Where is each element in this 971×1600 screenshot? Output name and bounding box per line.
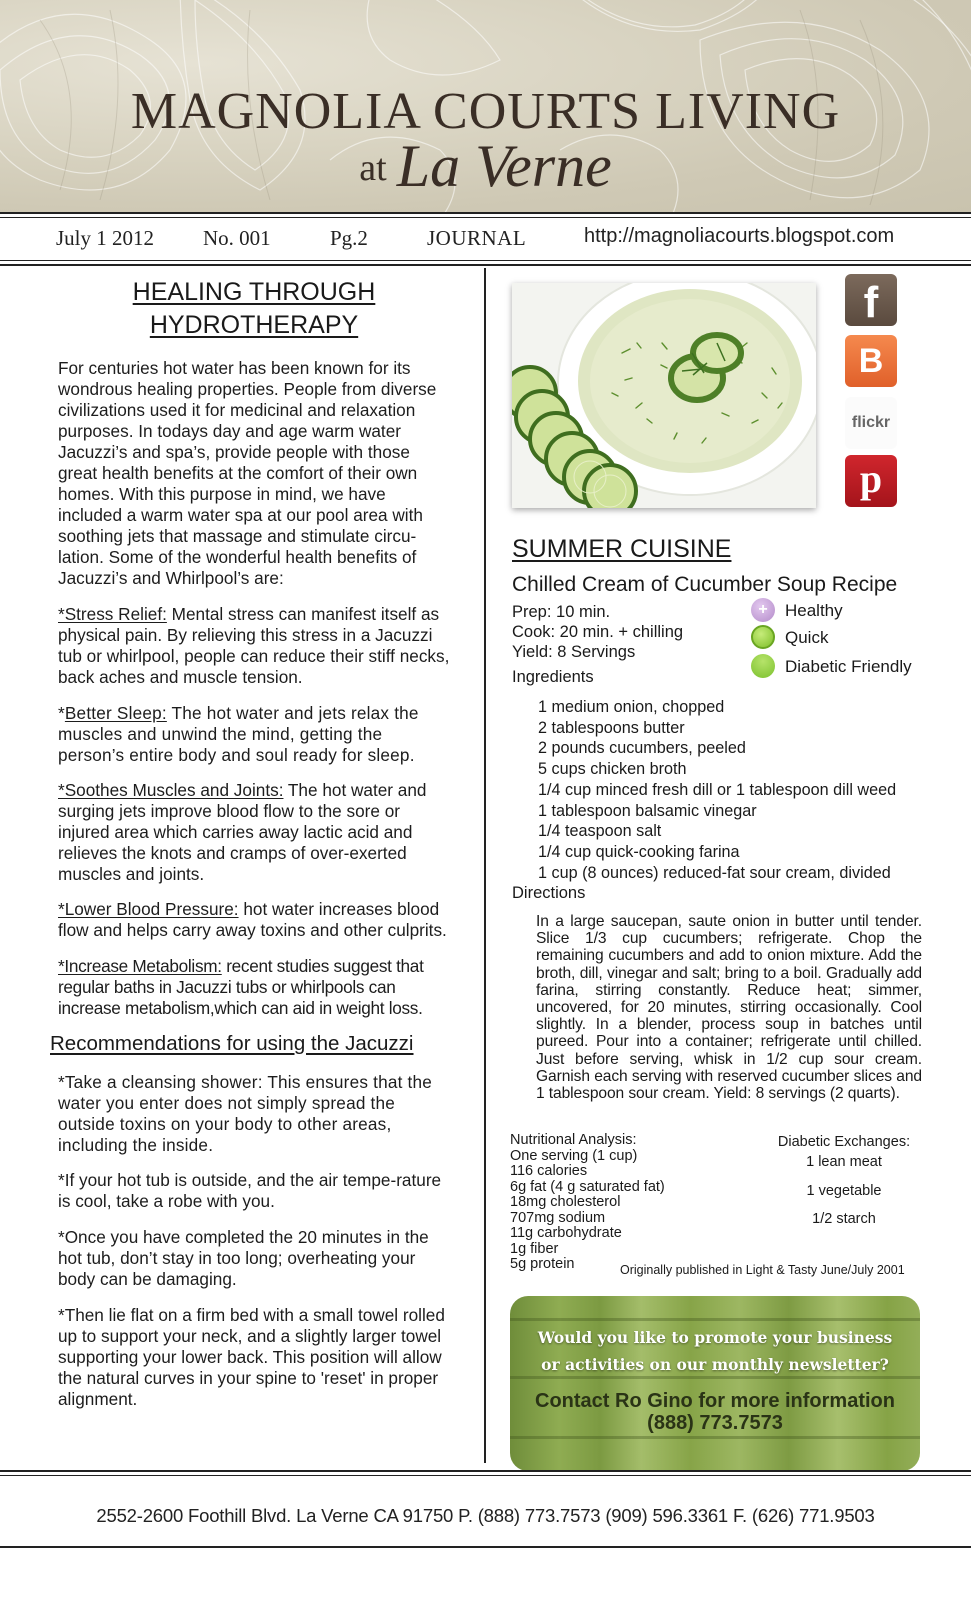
footer-rule-top xyxy=(0,1470,971,1472)
flickr-button[interactable] xyxy=(845,397,897,449)
bamboo-node xyxy=(510,1436,920,1439)
blogger-icon: B xyxy=(858,342,884,380)
ingredient-item: 1/4 teaspoon salt xyxy=(538,822,662,841)
benefit-label: *Increase Metabolism: xyxy=(58,956,222,976)
recommendation-item: *If your hot tub is outside, and the air tempe-rature is cool, take a robe with you. xyxy=(58,1170,442,1211)
masthead-place: La Verne xyxy=(396,133,612,199)
article-title xyxy=(48,276,460,342)
benefit-label: *Soothes Muscles and Joints: xyxy=(58,780,284,800)
header-rule-top xyxy=(0,212,971,214)
section-title: SUMMER CUISINE xyxy=(512,535,732,563)
benefit-label: Better Sleep: xyxy=(64,703,167,723)
header-rule-thin xyxy=(0,217,971,218)
page-number: Pg.2 xyxy=(330,226,368,250)
nutrition-line: Nutritional Analysis: xyxy=(510,1132,637,1148)
ingredients-label: Ingredients xyxy=(512,668,594,686)
issue-date: July 1 2012 xyxy=(56,226,155,250)
directions-text: In a large saucepan, saute onion in butter until tender. Slice 1/3 cup cucumbers; refrigerate. Chop the remaining cucumbers and add to onion mixture. Add the broth, dill, vinegar and salt; bring to a boil. Gradually add farina, stirring constantly. Reduce heat; simmer, uncovered, for 20 minutes, stirring occasionally. Cool slightly. In a blender, process soup in batches until pureed. Pour into a container; refrigerate until chilled. Just before serving, whisk in 1/2 cup sour cream. Garnish each serving with reserved cucumber slices and 1 tablespoon sour cream. Yield: 8 servings (2 quarts). xyxy=(536,913,922,1103)
dateline xyxy=(0,221,971,257)
benefit-text: The hot water and surging jets improve blood flow to the sore or injured area which carries away lactic acid and relieves the knots and cramps of over-exerted muscles and joints. xyxy=(58,780,427,884)
dateline-rule-bottom xyxy=(0,264,971,266)
footer-address: 2552-2600 Foothill Blvd. La Verne CA 91750 P. (888) 773.7573 (909) 596.3361 F. (626) 771.9503 xyxy=(96,1505,875,1526)
issue-number: No. 001 xyxy=(203,226,271,250)
benefit-label: *Lower Blood Pressure: xyxy=(58,899,239,919)
pinterest-button[interactable] xyxy=(845,455,897,507)
footer-rule-thin xyxy=(0,1475,971,1476)
nutrition-line: 5g protein xyxy=(510,1256,575,1272)
nutrition-line: 18mg cholesterol xyxy=(510,1194,621,1210)
recipe-prep: Prep: 10 min. xyxy=(512,603,611,621)
exchange-item: 1/2 starch xyxy=(812,1211,876,1227)
ingredient-item: 1 tablespoon balsamic vinegar xyxy=(538,801,757,820)
benefit-prefix: * xyxy=(58,703,65,723)
soup-photo xyxy=(512,283,816,508)
benefit-better-sleep xyxy=(58,703,453,766)
promo-contact-line: Contact Ro Gino for more information xyxy=(535,1390,895,1412)
article-title-line2: HYDROTHERAPY xyxy=(149,311,359,339)
recommendation-item: *Once you have completed the 20 minutes in the hot tub, don’t stay in too long; overheating your body can be damaging. xyxy=(58,1227,429,1289)
nutrition-line: 11g carbohydrate xyxy=(510,1225,622,1241)
ingredient-item: 5 cups chicken broth xyxy=(538,760,687,779)
benefit-text: Mental stress can manifest itself as physical pain. By relieving this stress in a Jacuzzi tub or whirlpool, people can reduce their stiff necks, back aches and muscle tension. xyxy=(58,604,450,687)
benefit-blood-pressure xyxy=(58,899,453,941)
badge-label: Healthy xyxy=(785,601,843,620)
nutrition-line: One serving (1 cup) xyxy=(510,1147,638,1164)
benefit-text: recent studies suggest that regular baths in Jacuzzi tubs or whirlpools can increase metabolism,which can aid in weight loss. xyxy=(58,956,424,1018)
ingredients-list xyxy=(538,697,896,883)
dateline-rule-thin xyxy=(0,260,971,261)
exchange-item: 1 vegetable xyxy=(806,1182,882,1199)
article-title-line1: HEALING THROUGH xyxy=(132,278,376,306)
flickr-icon: flickr xyxy=(851,414,891,431)
nutrition-line: 6g fat (4 g saturated fat) xyxy=(510,1178,665,1195)
ingredient-item: 1/4 cup minced fresh dill or 1 tablespoon dill weed xyxy=(538,780,897,799)
recommendation-item: *Then lie flat on a firm bed with a small towel rolled up to support your neck, and a slightly larger towel supporting your lower back. This position will allow the natural curves in your spine to 'reset' in proper alignment. xyxy=(58,1305,445,1409)
bamboo-node xyxy=(510,1318,920,1321)
ingredient-item: 2 tablespoons butter xyxy=(538,718,685,737)
promo-question-line2: or activities on our monthly newsletter? xyxy=(541,1355,889,1374)
benefit-soothes-muscles xyxy=(58,780,453,885)
recommendation-item: *Take a cleansing shower: This ensures that the water you enter does not simply spread the outside toxins on your body to other areas, including the inside. xyxy=(58,1072,433,1155)
cucumber-soup-image-icon xyxy=(512,283,816,508)
masthead-subtitle xyxy=(0,132,971,201)
promo-phone: (888) 773.7573 xyxy=(647,1412,783,1434)
benefit-text: hot water increases blood flow and helps carry away toxins and other culprits. xyxy=(58,899,447,940)
clock-icon xyxy=(751,625,775,649)
recommendations-title: Recommendations for using the Jacuzzi xyxy=(50,1032,414,1055)
hydrotherapy-article xyxy=(50,276,453,1424)
recipe-yield: Yield: 8 Servings xyxy=(512,643,636,661)
recipe-title: Chilled Cream of Cucumber Soup Recipe xyxy=(512,573,898,596)
promo-question xyxy=(520,1324,910,1378)
masthead-title: MAGNOLIA COURTS LIVING xyxy=(130,83,841,140)
ingredient-item: 1 cup (8 ounces) reduced-fat sour cream, divided xyxy=(538,863,891,882)
pinterest-icon: p xyxy=(859,456,883,501)
ingredient-item: 2 pounds cucumbers, peeled xyxy=(538,739,746,758)
nutrition-analysis xyxy=(510,1133,665,1273)
ingredient-item: 1 medium onion, chopped xyxy=(538,698,725,716)
recipe-credit: Originally published in Light & Tasty June/July 2001 xyxy=(620,1263,905,1277)
person-icon xyxy=(751,654,775,678)
nutrition-line: 116 calories xyxy=(510,1163,588,1179)
facebook-button[interactable] xyxy=(845,274,897,326)
column-divider xyxy=(484,268,486,1463)
masthead-at: at xyxy=(359,147,387,189)
promo-question-line1: Would you like to promote your business xyxy=(537,1328,893,1347)
blog-link[interactable]: http://magnoliacourts.blogspot.com xyxy=(584,225,895,247)
badge-label: Diabetic Friendly xyxy=(785,657,912,676)
benefit-metabolism xyxy=(58,956,453,1019)
masthead-banner xyxy=(0,0,971,212)
promo-contact xyxy=(510,1390,920,1434)
blogger-button[interactable] xyxy=(845,335,897,387)
benefit-label: *Stress Relief: xyxy=(58,604,167,624)
exchange-item: 1 lean meat xyxy=(806,1154,882,1170)
benefit-stress-relief xyxy=(58,604,453,688)
nutrition-line: 1g fiber xyxy=(510,1240,559,1257)
benefit-text: The hot water and jets relax the muscles and unwind the mind, getting the person’s entire body and soul ready for sleep. xyxy=(58,703,419,765)
directions-label: Directions xyxy=(512,884,586,902)
exchanges-label: Diabetic Exchanges: xyxy=(777,1134,911,1150)
promo-banner[interactable] xyxy=(510,1296,920,1471)
recipe-cook: Cook: 20 min. + chilling xyxy=(512,623,684,641)
healthy-icon: + xyxy=(751,598,775,622)
facebook-icon: f xyxy=(863,278,879,327)
footer-rule-bottom xyxy=(0,1546,971,1548)
diabetic-exchanges xyxy=(768,1134,920,1240)
section-name: JOURNAL xyxy=(427,226,527,250)
badge-label: Quick xyxy=(785,628,829,647)
article-intro: For centuries hot water has been known for its wondrous healing properties. People from diverse civilizations used it for medicinal and relaxation purposes. In todays day and age warm water Jacuzzi’s and spa’s, provide people with those great health benefits at the comfort of their own homes. With this purpose in mind, we have included a warm water spa at our pool area with soothing jets that massage and stimulate circu-lation. Some of the wonderful health benefits of Jacuzzi’s and Whirlpool’s are: xyxy=(58,358,437,588)
nutrition-line: 707mg sodium xyxy=(510,1209,606,1226)
ingredient-item: 1/4 cup quick-cooking farina xyxy=(538,842,740,861)
